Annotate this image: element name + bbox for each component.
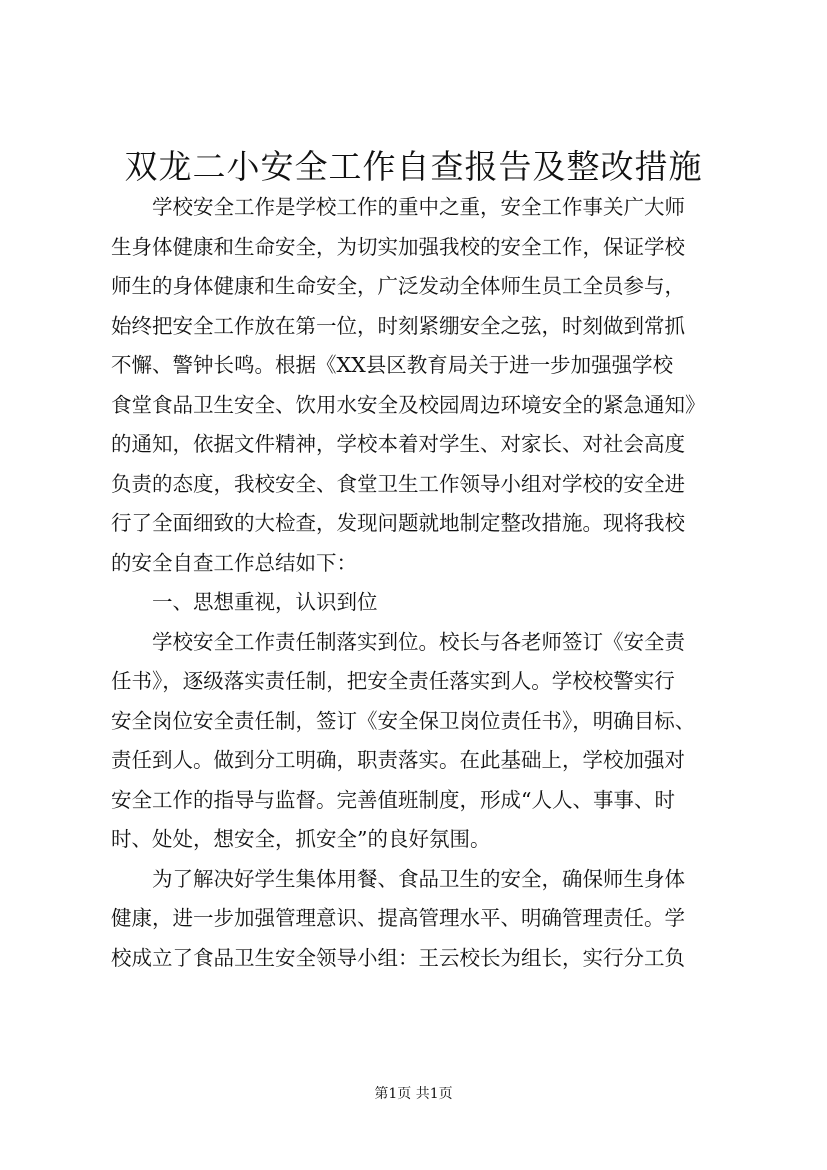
text-line: 任书》，逐级落实责任制，把安全责任落实到人。学校校警实行 xyxy=(111,669,675,693)
text-line: 安全岗位安全责任制，签订《安全保卫岗位责任书》，明确目标、 xyxy=(111,708,696,733)
text-line: 安全工作的指导与监督。完善值班制度，形成“人人、事事、时 xyxy=(111,787,675,812)
text-line: 健康，进一步加强管理意识、提高管理水平、明确管理责任。学 xyxy=(111,906,685,930)
text-line: 学校安全工作是学校工作的重中之重，安全工作事关广大师 xyxy=(152,195,685,219)
text-line: 的通知，依据文件精神，学校本着对学生、对家长、对社会高度 xyxy=(111,432,685,456)
text-line: 负责的态度，我校安全、食堂卫生工作领导小组对学校的安全进 xyxy=(111,471,685,496)
document-body xyxy=(111,188,741,978)
page-footer: 第1页 共1页 xyxy=(374,1086,453,1102)
text-line: 责任到人。做到分工明确，职责落实。在此基础上，学校加强对 xyxy=(111,748,685,772)
text-line: 始终把安全工作放在第一位，时刻紧绷安全之弦，时刻做到常抓 xyxy=(111,313,685,338)
text-line: 的安全自查工作总结如下： xyxy=(111,550,357,575)
text-line: 行了全面细致的大检查，发现问题就地制定整改措施。现将我校 xyxy=(111,511,685,535)
text-line: 师生的身体健康和生命安全，广泛发动全体师生员工全员参与， xyxy=(111,274,685,298)
text-line: 学校安全工作责任制落实到位。校长与各老师签订《安全责 xyxy=(152,629,685,654)
text-line: 校成立了食品卫生安全领导小组：王云校长为组长，实行分工负 xyxy=(111,945,685,970)
text-line: 时、处处，想安全，抓安全”的良好氛围。 xyxy=(111,827,491,851)
text-line: 食堂食品卫生安全、饮用水安全及校园周边环境安全的紧急通知》 xyxy=(111,392,706,417)
text-line: 为了解决好学生集体用餐、食品卫生的安全，确保师生身体 xyxy=(152,866,685,891)
text-line: 不懈、警钟长鸣。根据《XX县区教育局关于进一步加强强学校 xyxy=(111,353,674,377)
section-heading: 一、思想重视，认识到位 xyxy=(152,590,378,614)
document-title: 双龙二小安全工作自查报告及整改措施 xyxy=(124,147,703,186)
text-line: 生身体健康和生命安全，为切实加强我校的安全工作，保证学校 xyxy=(111,234,685,259)
